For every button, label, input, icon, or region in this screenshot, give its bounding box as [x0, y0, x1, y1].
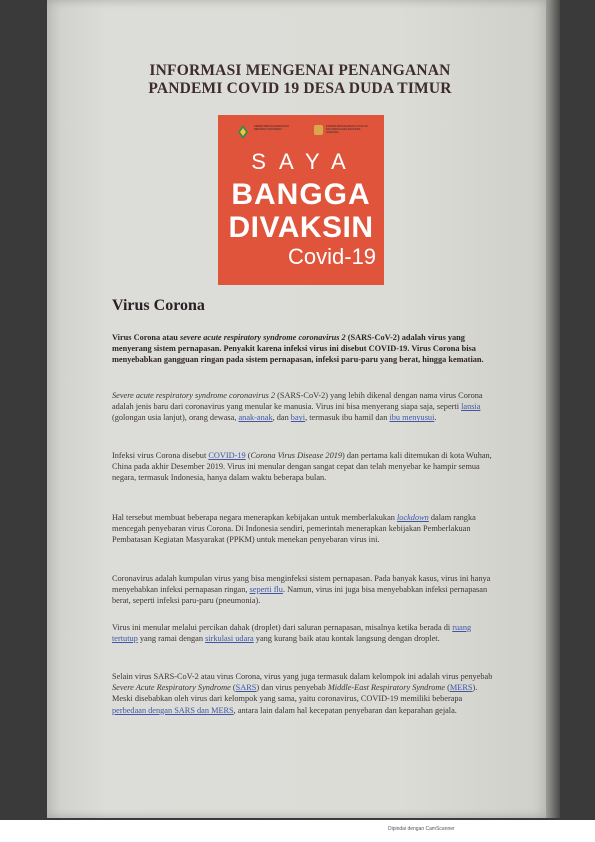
document-title: [90, 62, 510, 98]
title-line-1: INFORMASI MENGENAI PENANGANAN: [149, 62, 451, 79]
link-bayi[interactable]: bayi: [290, 413, 306, 423]
banner-bangga: BANGGA: [231, 178, 371, 211]
link-lansia[interactable]: lansia: [461, 402, 481, 412]
link-covid-19[interactable]: COVID-19: [208, 451, 246, 460]
link-sars[interactable]: SARS: [235, 683, 257, 693]
banner-divaksin: DIVAKSIN: [228, 211, 374, 244]
ministry-logo-icon: [235, 124, 251, 140]
banner-covid: Covid-19: [288, 244, 377, 269]
link-anak-anak[interactable]: anak-anak: [238, 413, 273, 423]
paragraph-7: Selain virus SARS-CoV-2 atau virus Corona, virus yang juga termasuk dalam kelompok ini adalah virus penyebab Severe Acute Respiratory Syndrome (SARS) dan virus penyebab Middle-East Respiratory Syndrome (MERS). Meski disebabkan oleh virus dari kelompok yang sama, yaitu coronavirus, COVID-19 memiliki beberapa perbedaan dengan SARS dan MERS, antara lain dalam hal kecepatan penyebaran dan keparahan gejala.: [112, 672, 493, 715]
paragraph-2: Severe acute respiratory syndrome coronavirus 2 (SARS-CoV-2) yang lebih dikenal dengan nama virus Corona adalah jenis baru dari coronavirus yang menular ke manusia. Virus ini bisa menyerang siapa saja, seperti lansia (golongan usia lanjut), orang dewasa, anak-anak, dan bayi, termasuk ibu hamil dan ibu menyusui.: [112, 391, 483, 423]
link-mers[interactable]: MERS: [449, 683, 473, 693]
title-line-2: PANDEMI COVID 19 DESA DUDA TIMUR: [148, 80, 452, 97]
scanner-footer: Dipindai dengan CamScanner: [388, 826, 455, 832]
link-seperti-flu[interactable]: seperti flu: [249, 585, 283, 595]
link-perbedaan-sars-mers[interactable]: perbedaan dengan SARS dan MERS: [112, 705, 234, 715]
link-ibu-menyusui[interactable]: ibu menyusui: [389, 413, 435, 423]
ministry-logo-text: KEMENTERIAN KESEHATAN REPUBLIK INDONESIA: [254, 125, 289, 132]
banner-saya: SAYA: [251, 149, 359, 174]
paragraph-6: Virus ini menular melalui percikan dahak (droplet) dari saluran pernapasan, misalnya ketika berada di ruang tertutup yang ramai dengan sirkulasi udara yang kurang baik atau kontak langsung dengan droplet.: [112, 623, 472, 644]
link-lockdown[interactable]: lockdown: [396, 513, 429, 522]
committee-logo-text: KOMITE PENANGANAN COVID-19 DAN PEMULIHAN EKONOMI NASIONAL: [326, 125, 368, 135]
link-sirkulasi-udara[interactable]: sirkulasi udara: [205, 634, 254, 644]
paragraph-3: Infeksi virus Corona disebut COVID-19 (Corona Virus Disease 2019) dan pertama kali ditemukan di kota Wuhan, China pada akhir Desember 2019. Virus ini menular dengan sangat cepat dan telah menyebar ke hampir semua negara, termasuk Indonesia, hanya dalam waktu beberapa bulan.: [112, 451, 492, 483]
link-ruang-tertutup[interactable]: ruang tertutup: [112, 623, 472, 644]
paragraph-intro: Virus Corona atau severe acute respiratory syndrome coronavirus 2 (SARS-CoV-2) adalah virus yang menyerang sistem pernapasan. Penyakit karena infeksi virus ini disebut COVID-19. Virus Corona bisa menyebabkan gangguan ringan pada sistem pernapasan, infeksi paru-paru yang berat, hingga kematian.: [112, 333, 484, 365]
paragraph-5: Coronavirus adalah kumpulan virus yang bisa menginfeksi sistem pernapasan. Pada banyak kasus, virus ini hanya menyebabkan infeksi pernapasan ringan, seperti flu. Namun, virus ini juga bisa menyebabkan infeksi pernapasan berat, seperti infeksi paru-paru (pneumonia).: [112, 574, 491, 606]
paragraph-4: Hal tersebut membuat beberapa negara menerapkan kebijakan untuk memberlakukan lockdown dalam rangka mencegah penyebaran virus Corona. Di Indonesia sendiri, pemerintah menerapkan kebijakan Pemberlakuan Pembatasan Kegiatan Masyarakat (PPKM) untuk menekan penyebaran virus ini.: [112, 513, 476, 545]
committee-logo-icon: [314, 125, 323, 135]
page-edge-shadow: [546, 0, 560, 818]
vaccine-banner: [218, 115, 384, 285]
section-title: Virus Corona: [112, 297, 205, 314]
